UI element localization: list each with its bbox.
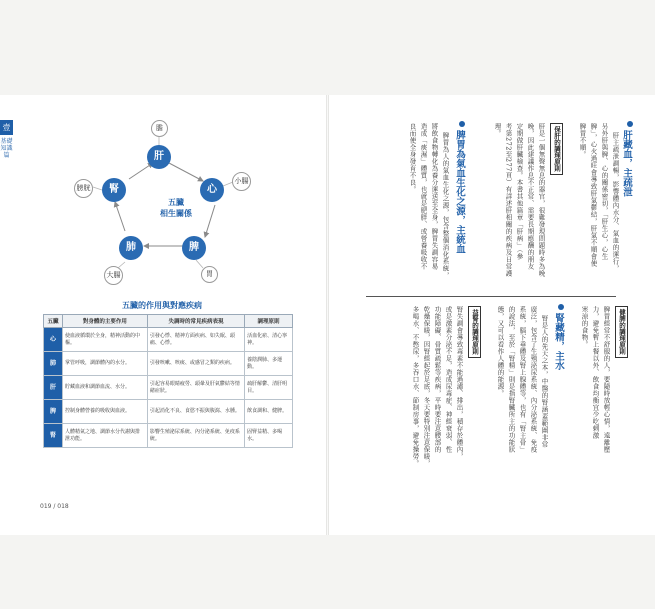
heading-spleen: 脾胃為氣血生化之源，主統血 — [454, 130, 465, 254]
liver-care-1: 肝是一個無聲無息的器官，很難發現問題時多為晚 — [537, 123, 546, 277]
kidney-care-1: 腎失調會導致毒素不能過濾、排出，積存於體內， — [455, 306, 464, 460]
spleen-care-2: 力，避免暫上餐以外、飲食均衡宜少吃刺激 — [591, 306, 600, 439]
liver-care-5: 理。 — [493, 123, 502, 137]
liver-text-3: 脾」，心火過旺會導致肝氣鬱結，肝氣不順會使 — [589, 123, 598, 267]
arrow-spleen-lung — [205, 205, 215, 237]
heading-kidney: 腎藏精，主水 — [553, 313, 564, 370]
liver-care-2: 晚，因此建議作息不正常、需要長期應酬的朋友 — [526, 123, 535, 270]
row-organ: 肺 — [44, 352, 63, 376]
arrow-liver-heart — [129, 163, 153, 179]
diagram-title — [146, 197, 206, 219]
kidney-text-1: 腎是人的先天之本，中醫的腎涵蓋範圍非常 — [540, 315, 549, 448]
row-principle: 疏肝解鬱、清肝明目。 — [245, 376, 293, 400]
kidney-text-3: 系統，腦下垂體及腎上腺體等，也有「腎主骨」 — [518, 306, 527, 453]
header-disorder: 失調時的常見疾病表現 — [147, 315, 244, 328]
page-folio: 019 / 018 — [40, 503, 69, 510]
bullet-dot — [459, 121, 465, 127]
row-disorder: 引發咳嗽、咳痰、或感冒之類的疾病。 — [147, 352, 244, 376]
spleen-node: 脾 — [182, 236, 206, 260]
spleen-text-2: 將飲食物轉化為養分運送至全身，脾胃失調容易 — [430, 123, 439, 270]
organs-table — [43, 314, 293, 448]
kidney-care-2: 或是激素分泌不足，造成尿毒症、神經衰弱、性 — [444, 306, 453, 453]
spleen-care-3: 寒涼的食物。 — [580, 306, 589, 348]
row-role: 控制身體營養的吸收與血液。 — [63, 400, 148, 424]
liver-text-1: 肝主疏泄調暢，影響體內水分、氣血的運行， — [611, 132, 620, 272]
large-intestine-node: 大腸 — [104, 266, 123, 285]
header-role: 對身體的主要作用 — [63, 315, 148, 328]
table-row — [44, 400, 293, 424]
stomach-node: 胃 — [201, 266, 218, 283]
row-principle: 養陰潤肺、多運動。 — [245, 352, 293, 376]
diagram-title-line1: 五臟 — [168, 198, 184, 207]
liver-care-4: 考第272至277頁）有詳述肝相關的疾病及日常護 — [504, 123, 513, 277]
kidney-care-4: 乾燥保暖，因腎經起於足底，冬天要特別注意保暖， — [422, 306, 431, 467]
liver-text-2: 另外肝與脾、心的關係密切，「肝生心，心生 — [600, 123, 609, 260]
row-role: 掌管呼吸，調節體內的水分。 — [63, 352, 148, 376]
bullet-dot — [558, 304, 564, 310]
row-disorder: 影響生殖泌尿系統、內分泌系統、免疫系統。 — [147, 424, 244, 448]
row-principle: 飲食調和、健脾。 — [245, 400, 293, 424]
table-row — [44, 376, 293, 400]
diagram-title-line2: 相生關係 — [160, 209, 192, 218]
kidney-text-5: 態，又可以看作人體的能源。 — [496, 306, 505, 397]
row-disorder: 引起消化不良、食慾不振與腹瀉、水腫。 — [147, 400, 244, 424]
lung-node: 肺 — [119, 236, 143, 260]
row-disorder: 引發心悸、精神方面疾病、如失眠、頭痛、心悸。 — [147, 328, 244, 352]
heart-node: 心 — [200, 178, 224, 202]
gallbladder-node: 膽 — [151, 120, 168, 137]
header-organ: 五臟 — [44, 315, 63, 328]
table-header-row — [44, 315, 293, 328]
row-organ: 心 — [44, 328, 63, 352]
table-row — [44, 424, 293, 448]
five-organs-diagram — [76, 115, 265, 290]
spleen-text-3: 造成「痰濕」體質，也就是肥胖、或營養吸收不 — [419, 123, 428, 270]
row-principle: 固腎益精、多喝水。 — [245, 424, 293, 448]
kidney-text-4: 的說法，至於「腎精」則是指腎臟所主的功能狀 — [507, 306, 516, 453]
row-organ: 脾 — [44, 400, 63, 424]
bullet-dot — [627, 121, 633, 127]
row-disorder: 引起容易眼睛疲勞、頭暈及肝氣鬱結等情緒症狀。 — [147, 376, 244, 400]
bladder-node: 膀胱 — [74, 179, 93, 198]
table-title: 五臟的作用與對應疾病 — [122, 301, 202, 310]
row-role: 貯藏血液和調節血流、水分。 — [63, 376, 148, 400]
header-principle: 調理原則 — [245, 315, 293, 328]
chapter-subtitle: 基礎知識篇 — [0, 138, 13, 159]
spleen-text-4: 良而使全身發育不良。 — [408, 123, 417, 193]
liver-node: 肝 — [147, 145, 171, 169]
table-row — [44, 352, 293, 376]
table-row — [44, 328, 293, 352]
spleen-care-1: 脾胃經常不舒服的人，要隨時放輕心情，遠離壓 — [602, 306, 611, 453]
heading-liver: 肝藏血，主疏泄 — [621, 130, 632, 197]
row-principle: 活血化瘀、清心寧神。 — [245, 328, 293, 352]
arrow-kidney-liver — [115, 202, 125, 231]
kidney-care-3: 功能障礙、骨質疏鬆等疾病，平時要注意腰部的 — [433, 306, 442, 453]
small-intestine-node: 小腸 — [232, 172, 251, 191]
box-spleen-care: 健脾的調理原則 — [615, 306, 628, 358]
kidney-care-5: 多喝水、不憋尿，多吞口水、節制房事，避免操勞。 — [411, 306, 420, 467]
box-kidney-care: 益腎的調理原則 — [468, 306, 481, 358]
section-divider — [366, 296, 616, 297]
row-organ: 肝 — [44, 376, 63, 400]
spleen-text-1: 脾胃為人的氣血生化之源，包含整個消化系統， — [441, 132, 450, 279]
page-gutter — [326, 95, 329, 535]
liver-care-3: 定期做肝臟檢查。本書其他篇章「肝病」（參 — [515, 123, 524, 260]
kidney-text-2: 廣泛，包含了生殖泌尿系統、內分泌系統、免疫 — [529, 306, 538, 453]
row-role: 人體精氣之地、調節水分代謝與排泄功能。 — [63, 424, 148, 448]
row-organ: 腎 — [44, 424, 63, 448]
kidney-node: 腎 — [102, 178, 126, 202]
box-liver-care: 保肝的調理原則 — [550, 123, 563, 175]
row-role: 使血液循環於全身，精神活動的中樞。 — [63, 328, 148, 352]
liver-text-4: 脾胃不順。 — [578, 123, 587, 158]
chapter-tab: 壹 — [0, 120, 13, 135]
arrow-heart-spleen — [169, 163, 203, 181]
